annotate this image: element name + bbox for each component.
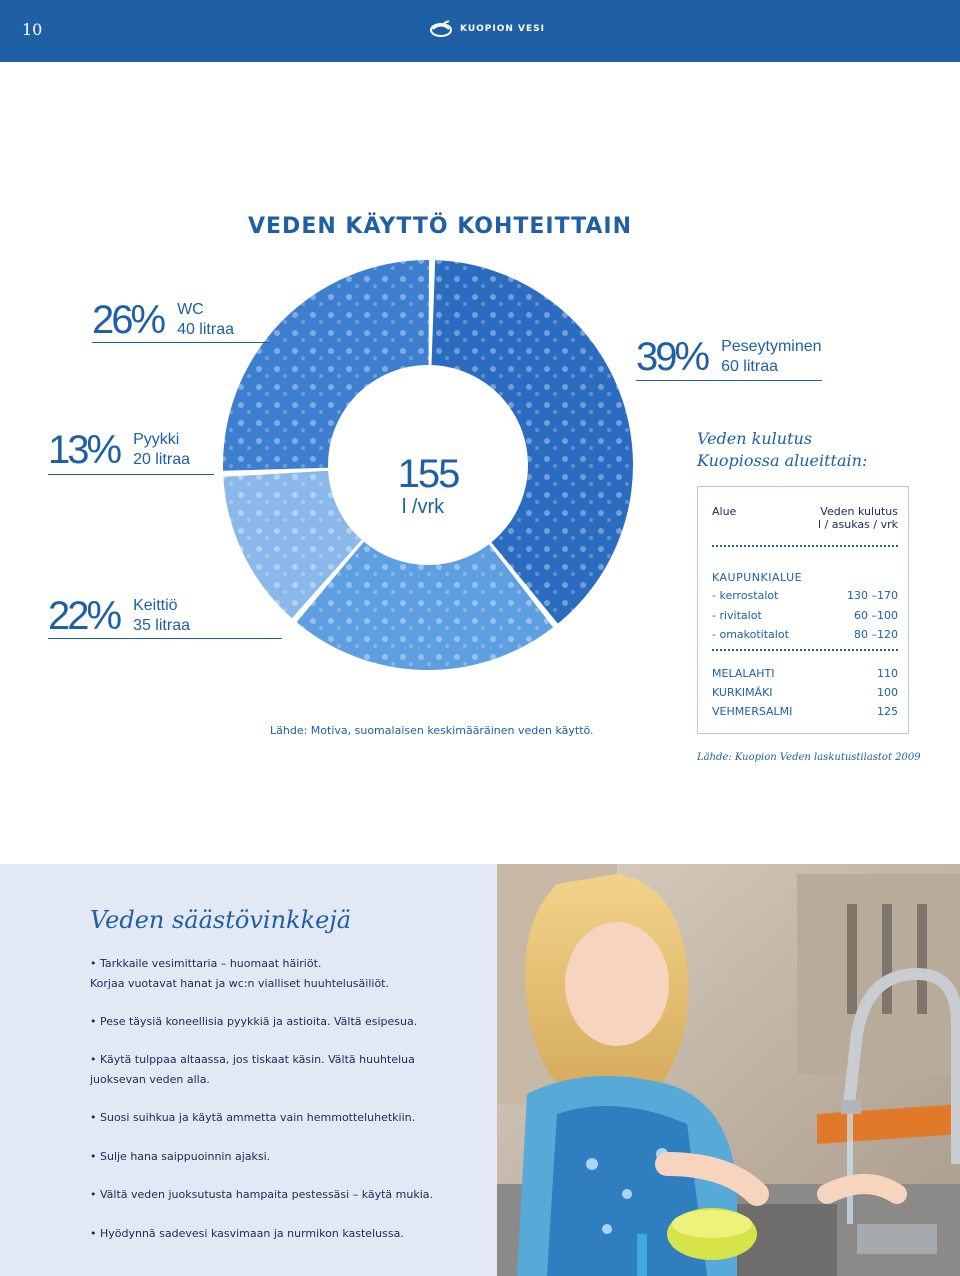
tips-title: Veden säästövinkkejä: [90, 906, 352, 934]
brand: [430, 20, 545, 38]
label-peseytyminen: [636, 337, 822, 377]
tip-item: [90, 954, 470, 994]
table-row: [712, 686, 898, 699]
table-group-header: KAUPUNKIALUE: [712, 571, 803, 584]
label-peseytyminen-text: [721, 337, 822, 377]
girl-at-sink-photo: [497, 864, 960, 1276]
table-cell-name: - kerrostalot: [712, 589, 779, 602]
consumption-table: [697, 486, 909, 734]
table-source: Lähde: Kuopion Veden laskutustilastot 2009: [697, 752, 921, 763]
label-wc-line: [92, 342, 270, 343]
brand-name: KUOPION VESI: [460, 24, 545, 34]
table-row: [712, 589, 898, 602]
table-cell-name: KURKIMÄKI: [712, 686, 773, 699]
table-cell-value: 125: [877, 705, 898, 718]
table-col-consumption-line2: l / asukas / vrk: [818, 518, 898, 531]
label-pyykki-text: [133, 430, 190, 470]
tip-line: Korjaa vuotavat hanat ja wc:n vialliset huuhtelusäiliöt.: [90, 977, 389, 990]
label-wc-amount: 40 litraa: [177, 321, 234, 338]
center-value: 155: [397, 452, 459, 496]
table-row: [712, 628, 898, 641]
tip-item: [90, 1224, 470, 1244]
tip-line: • Tarkkaile vesimittaria – huomaat häiriöt.: [90, 957, 322, 970]
chart-source: Lähde: Motiva, suomalaisen keskimääräinen veden käyttö.: [270, 724, 594, 737]
table-cell-name: VEHMERSALMI: [712, 705, 793, 718]
tip-item: [90, 1185, 470, 1205]
table-cell-value: 80 –120: [854, 628, 898, 641]
table-title-line1: Veden kulutus: [697, 429, 813, 448]
label-wc-name: WC: [177, 301, 204, 318]
label-keittio: [48, 596, 190, 636]
table-title: [697, 428, 867, 472]
label-peseytyminen-name: Peseytyminen: [721, 338, 822, 355]
header-bar: [0, 0, 960, 62]
page-number: 10: [22, 20, 43, 39]
label-pyykki: [48, 430, 190, 470]
table-cell-name: MELALAHTI: [712, 667, 775, 680]
tip-line: juoksevan veden alla.: [90, 1073, 210, 1086]
tip-line: • Käytä tulppaa altaassa, jos tiskaat käsin. Vältä huuhtelua: [90, 1053, 415, 1066]
table-col-consumption-line1: Veden kulutus: [820, 505, 898, 518]
label-wc-text: [177, 300, 234, 340]
tip-line: • Sulje hana saippuoinnin ajaksi.: [90, 1150, 271, 1163]
tip-item: [90, 1147, 470, 1167]
label-pyykki-amount: 20 litraa: [133, 451, 190, 468]
table-cell-value: 100: [877, 686, 898, 699]
kuopion-vesi-logo-icon: [430, 20, 452, 38]
table-cell-value: 60 –100: [854, 609, 898, 622]
label-pyykki-percent: 13%: [48, 428, 120, 472]
table-cell-name: - rivitalot: [712, 609, 762, 622]
label-peseytyminen-amount: 60 litraa: [721, 358, 778, 375]
label-wc-percent: 26%: [92, 298, 164, 342]
label-peseytyminen-line: [636, 380, 822, 381]
table-row: [712, 609, 898, 622]
label-peseytyminen-percent: 39%: [636, 335, 708, 379]
table-col-consumption: [818, 505, 898, 531]
tip-line: • Hyödynnä sadevesi kasvimaan ja nurmikon kastelussa.: [90, 1227, 404, 1240]
label-pyykki-line: [48, 474, 214, 475]
label-keittio-amount: 35 litraa: [133, 617, 190, 634]
table-cell-value: 130 –170: [847, 589, 898, 602]
table-row: [712, 705, 898, 718]
label-keittio-line: [48, 638, 282, 639]
tip-item: [90, 1050, 470, 1090]
label-pyykki-name: Pyykki: [133, 431, 180, 448]
label-keittio-name: Keittiö: [133, 597, 178, 614]
table-divider: [712, 545, 898, 547]
label-keittio-text: [133, 596, 190, 636]
table-divider: [712, 649, 898, 651]
tip-line: • Pese täysiä koneellisia pyykkiä ja astioita. Vältä esipesua.: [90, 1015, 418, 1028]
label-wc: [92, 300, 234, 340]
table-row: [712, 667, 898, 680]
table-cell-name: - omakotitalot: [712, 628, 789, 641]
tip-item: [90, 1012, 470, 1032]
tip-line: • Vältä veden juoksutusta hampaita pestessäsi – käytä mukia.: [90, 1188, 434, 1201]
table-title-line2: Kuopiossa alueittain:: [697, 451, 868, 470]
label-keittio-percent: 22%: [48, 594, 120, 638]
page-title: VEDEN KÄYTTÖ KOHTEITTAIN: [248, 214, 633, 239]
table-col-area: Alue: [712, 505, 737, 518]
table-cell-value: 110: [877, 667, 898, 680]
tip-line: • Suosi suihkua ja käytä ammetta vain hemmotteluhetkiin.: [90, 1111, 416, 1124]
center-unit: l /vrk: [401, 496, 445, 518]
tip-item: [90, 1108, 470, 1128]
